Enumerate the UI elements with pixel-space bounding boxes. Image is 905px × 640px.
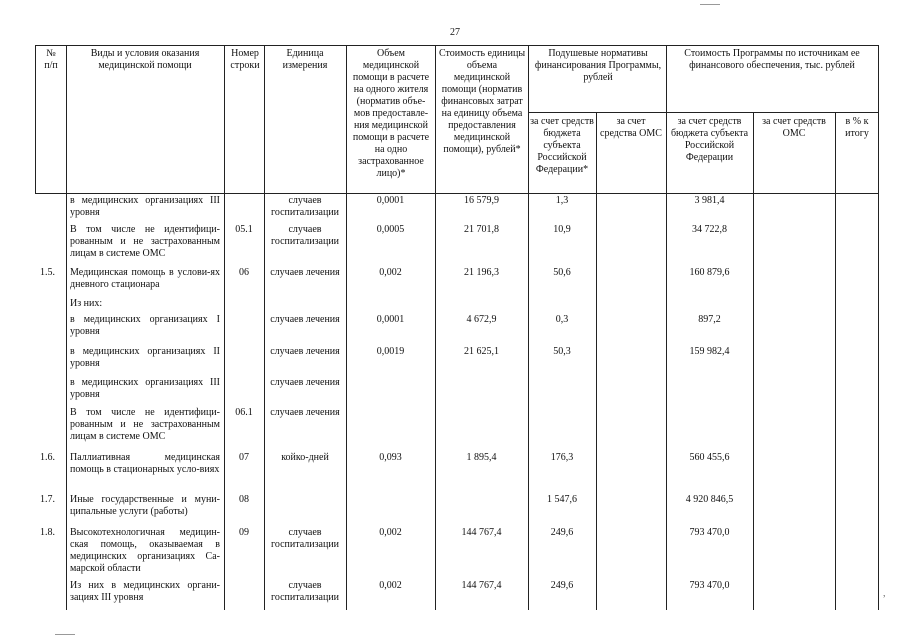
row-line: 09	[239, 527, 249, 538]
row-unit: случаев госпитализации	[270, 224, 340, 247]
col-border	[878, 45, 879, 610]
row-prog-budget: 159 982,4	[689, 346, 730, 357]
row-line: 06	[239, 267, 249, 278]
row-cost: 21 701,8	[464, 224, 499, 235]
row-volume: 0,002	[379, 580, 402, 591]
row-unit: койко-дней	[281, 452, 329, 463]
col-border	[528, 45, 529, 610]
row-name: Медицинская помощь в услови-ях дневного стационара	[70, 267, 220, 290]
row-unit: случаев госпитализации	[270, 527, 340, 550]
row-volume: 0,0019	[376, 346, 405, 357]
row-num: 1.6.	[40, 452, 55, 463]
header-unit: Единица измерения	[282, 48, 328, 71]
row-volume: 0,0001	[376, 195, 405, 206]
col-border	[66, 45, 67, 610]
header-num: № п/п	[44, 48, 58, 71]
row-prog-budget: 160 879,6	[689, 267, 730, 278]
row-prog-budget: 793 470,0	[689, 527, 730, 538]
row-num: 1.7.	[40, 494, 55, 505]
header-split-line	[528, 112, 878, 113]
header-program-cost: Стоимость Программы по источникам ее финансового обеспечения, тыс. рублей	[684, 48, 860, 71]
row-unit: случаев госпитализации	[270, 195, 340, 218]
row-volume: 0,002	[379, 267, 402, 278]
scan-mark-bottom	[55, 634, 75, 635]
row-cost: 21 625,1	[464, 346, 499, 357]
row-unit: случаев лечения	[270, 267, 340, 278]
row-pc-budget: 249,6	[550, 580, 574, 591]
scan-mark-top	[700, 4, 720, 5]
row-name: В том числе не идентифици-рованным и не застрахованным лицам в системе ОМС	[70, 407, 220, 442]
header-cost: Стоимость единицы объема медицинской помощи (норматив финансовых затрат на единицу объема предоставления медицинской помощи), рублей*	[438, 48, 526, 155]
row-prog-budget: 897,2	[698, 314, 721, 325]
row-pc-budget: 249,6	[550, 527, 574, 538]
col-border	[346, 45, 347, 610]
row-num: 1.5.	[40, 267, 55, 278]
page-number: 27	[450, 27, 460, 38]
row-pc-budget: 50,6	[553, 267, 571, 278]
col-border	[666, 45, 667, 610]
row-num: 1.8.	[40, 527, 55, 538]
row-unit: случаев лечения	[270, 314, 340, 325]
header-volume: Объем медицинской помощи в расчете на одного жителя (норматив объе-мов предоставле-ния медицинской помощи в расчете на одно застрахованное лицо)*	[352, 48, 430, 179]
row-volume: 0,0005	[376, 224, 405, 235]
row-name: в медицинских организациях II уровня	[70, 346, 220, 369]
col-border	[264, 45, 265, 610]
row-name: Паллиативная медицинская помощь в стационарных усло-виях	[70, 452, 220, 475]
header-per-capita-budget: за счет средств бюджета субъекта Российской Федерации*	[530, 116, 594, 175]
row-line: 05.1	[235, 224, 253, 235]
row-name: Из них в медицинских органи-зациях III уровня	[70, 580, 220, 603]
row-cost: 1 895,4	[466, 452, 497, 463]
row-pc-budget: 0,3	[555, 314, 569, 325]
header-program-oms: за счет средств ОМС	[762, 116, 826, 139]
row-unit: случаев лечения	[270, 407, 340, 418]
row-pc-budget: 10,9	[553, 224, 571, 235]
row-name: в медицинских организациях III уровня	[70, 195, 220, 218]
row-prog-budget: 560 455,6	[689, 452, 730, 463]
row-cost: 16 579,9	[464, 195, 499, 206]
row-volume: 0,002	[379, 527, 402, 538]
table-top-border	[35, 45, 878, 46]
row-line: 07	[239, 452, 249, 463]
header-per-capita: Подушевые нормативы финансирования Программы, рублей	[534, 48, 662, 83]
col-border	[835, 112, 836, 610]
row-name: в медицинских организациях III уровня	[70, 377, 220, 400]
header-per-capita-oms: за счет средства ОМС	[600, 116, 662, 139]
header-program-pct: в % к итогу	[845, 116, 869, 139]
row-volume: 0,0001	[376, 314, 405, 325]
row-name: Из них:	[70, 298, 103, 309]
row-prog-budget: 793 470,0	[689, 580, 730, 591]
row-name: в медицинских организациях I уровня	[70, 314, 220, 337]
row-name: Высокотехнологичная медицин-ская помощь, оказываемая в медицинских организациях Са-марской области	[70, 527, 220, 574]
row-line: 08	[239, 494, 249, 505]
row-volume: 0,093	[379, 452, 402, 463]
header-program-budget: за счет средств бюджета субъекта Российской Федерации	[670, 116, 749, 163]
header-line: Номер строки	[230, 48, 260, 71]
col-border	[435, 45, 436, 610]
row-unit: случаев лечения	[270, 346, 340, 357]
row-cost: 144 767,4	[461, 527, 502, 538]
col-border	[596, 112, 597, 610]
row-prog-budget: 34 722,8	[692, 224, 727, 235]
row-line: 06.1	[235, 407, 253, 418]
row-pc-budget: 1,3	[555, 195, 569, 206]
row-name: Иные государственные и муни-ципальные услуги (работы)	[70, 494, 220, 517]
col-border	[224, 45, 225, 610]
row-prog-budget: 4 920 846,5	[685, 494, 734, 505]
header-type: Виды и условия оказания медицинской помощи	[90, 48, 200, 71]
row-cost: 4 672,9	[466, 314, 497, 325]
row-cost: 21 196,3	[464, 267, 499, 278]
row-unit: случаев лечения	[270, 377, 340, 388]
col-border	[753, 112, 754, 610]
row-cost: 144 767,4	[461, 580, 502, 591]
row-pc-budget: 176,3	[550, 452, 574, 463]
row-unit: случаев госпитализации	[270, 580, 340, 603]
row-pc-budget: 50,3	[553, 346, 571, 357]
row-prog-budget: 3 981,4	[694, 195, 725, 206]
scan-mark-right: ,	[883, 588, 886, 599]
row-pc-budget: 1 547,6	[547, 494, 577, 505]
row-name: В том числе не идентифици-рованным и не застрахованным лицам в системе ОМС	[70, 224, 220, 259]
header-bottom-border	[35, 193, 878, 194]
